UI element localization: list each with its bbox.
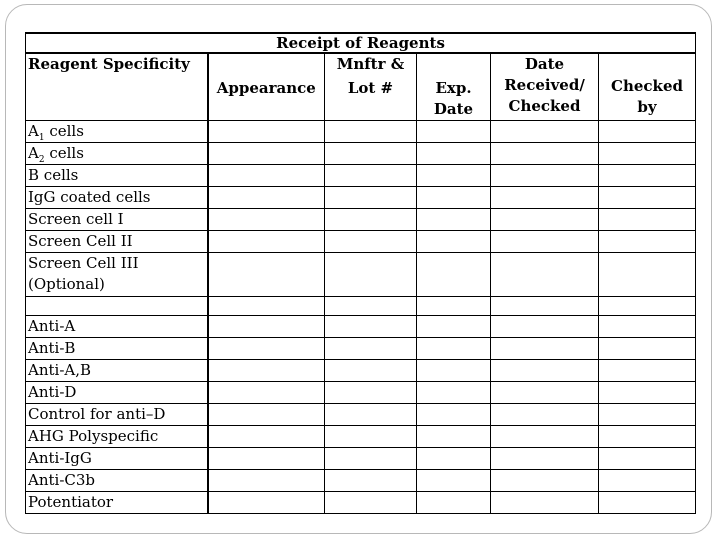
reagent-label-suffix: cells [44,122,84,140]
reagent-label-text: IgG coated cells [28,188,151,206]
entry-cell[interactable] [208,143,325,165]
header-exp-line1: Exp. [435,79,472,97]
reagent-label [26,253,208,297]
entry-cell[interactable] [208,404,325,426]
header-mnftr-lot [325,53,417,121]
entry-cell[interactable] [325,492,417,514]
entry-cell[interactable] [599,187,696,209]
entry-cell[interactable] [417,338,491,360]
reagent-label-subscript: 1 [38,133,45,143]
entry-cell[interactable] [325,253,417,297]
entry-cell[interactable] [325,338,417,360]
entry-cell[interactable] [599,360,696,382]
entry-cell[interactable] [417,121,491,143]
entry-cell[interactable] [417,426,491,448]
entry-cell[interactable] [491,231,599,253]
entry-cell[interactable] [417,253,491,297]
entry-cell[interactable] [491,448,599,470]
entry-cell[interactable] [325,209,417,231]
entry-cell[interactable] [491,360,599,382]
table-row [26,360,696,382]
entry-cell[interactable] [325,360,417,382]
entry-cell[interactable] [417,360,491,382]
table-row [26,492,696,514]
entry-cell[interactable] [325,470,417,492]
entry-cell[interactable] [208,492,325,514]
header-reagent-specificity: Reagent Specificity [26,53,208,121]
entry-cell[interactable] [599,143,696,165]
reagent-label: Potentiator [26,492,208,514]
entry-cell[interactable] [208,165,325,187]
entry-cell[interactable] [325,187,417,209]
entry-cell[interactable] [491,404,599,426]
reagent-label: Anti-A,B [26,360,208,382]
header-date-line1: Date [524,55,565,73]
header-date-line2: Received/ [504,76,585,94]
table-row [26,143,696,165]
entry-cell[interactable] [325,448,417,470]
reagent-label-empty[interactable] [26,297,208,316]
entry-cell[interactable] [325,382,417,404]
reagent-label [26,121,208,143]
reagent-label: Anti-A [26,316,208,338]
entry-cell[interactable] [417,404,491,426]
reagent-label-subscript: 2 [38,155,45,165]
header-exp-date [417,53,491,121]
table-title: Receipt of Reagents [26,33,696,53]
entry-cell[interactable] [325,121,417,143]
entry-cell[interactable] [325,231,417,253]
entry-cell[interactable] [599,404,696,426]
entry-cell[interactable] [325,404,417,426]
reagent-label: Anti-C3b [26,470,208,492]
entry-cell[interactable] [599,253,696,297]
table-row [26,165,696,187]
table-row [26,316,696,338]
entry-cell[interactable] [208,209,325,231]
reagent-label: Anti-D [26,382,208,404]
reagent-label-line1: Screen Cell III [28,254,139,272]
entry-cell[interactable] [491,143,599,165]
entry-cell[interactable] [325,316,417,338]
entry-cell[interactable] [208,253,325,297]
header-mnftr-line1: Mnftr & [336,55,405,73]
reagent-label-text: A [28,122,39,140]
entry-cell[interactable] [599,382,696,404]
table-row [26,209,696,231]
entry-cell[interactable] [208,231,325,253]
table-row [26,187,696,209]
entry-cell[interactable] [491,121,599,143]
blank-row [26,297,696,316]
entry-cell[interactable] [599,121,696,143]
table-row [26,231,696,253]
entry-cell[interactable] [208,297,325,316]
reagent-label-text: Screen cell I [28,210,124,228]
entry-cell[interactable] [325,143,417,165]
entry-cell[interactable] [208,470,325,492]
entry-cell[interactable] [491,316,599,338]
reagent-label [26,143,208,165]
reagent-label [26,209,208,231]
table-row [26,121,696,143]
entry-cell[interactable] [599,209,696,231]
entry-cell[interactable] [417,187,491,209]
entry-cell[interactable] [491,470,599,492]
entry-cell[interactable] [599,426,696,448]
entry-cell[interactable] [208,187,325,209]
header-exp-line2: Date [433,100,474,118]
entry-cell[interactable] [417,231,491,253]
entry-cell[interactable] [491,382,599,404]
entry-cell[interactable] [208,338,325,360]
entry-cell[interactable] [599,338,696,360]
entry-cell[interactable] [417,470,491,492]
header-checked-line2: by [637,98,657,116]
entry-cell[interactable] [491,297,599,316]
entry-cell[interactable] [208,382,325,404]
entry-cell[interactable] [417,448,491,470]
entry-cell[interactable] [208,121,325,143]
entry-cell[interactable] [599,470,696,492]
entry-cell[interactable] [491,253,599,297]
entry-cell[interactable] [208,360,325,382]
entry-cell[interactable] [599,165,696,187]
entry-cell[interactable] [208,448,325,470]
header-checked-by [599,53,696,121]
entry-cell[interactable] [417,382,491,404]
entry-cell[interactable] [491,426,599,448]
entry-cell[interactable] [599,316,696,338]
reagent-label-line2: (Optional) [28,275,105,293]
entry-cell[interactable] [417,316,491,338]
reagent-label: AHG Polyspecific [26,426,208,448]
entry-cell[interactable] [599,448,696,470]
entry-cell[interactable] [599,297,696,316]
table-row [26,448,696,470]
table-row [26,470,696,492]
header-date-received [491,53,599,121]
entry-cell[interactable] [208,426,325,448]
header-checked-line1: Checked [611,77,683,95]
header-date-line3: Checked [508,97,581,115]
reagent-label [26,231,208,253]
table-row [26,426,696,448]
entry-cell[interactable] [417,165,491,187]
entry-cell[interactable] [417,297,491,316]
entry-cell[interactable] [208,316,325,338]
entry-cell[interactable] [491,209,599,231]
entry-cell[interactable] [599,492,696,514]
reagent-label: Anti-IgG [26,448,208,470]
table-row [26,253,696,297]
table-row [26,338,696,360]
entry-cell[interactable] [491,187,599,209]
table-row [26,382,696,404]
reagent-label-suffix: cells [44,144,84,162]
entry-cell[interactable] [325,297,417,316]
entry-cell[interactable] [417,492,491,514]
table-row [26,404,696,426]
entry-cell[interactable] [599,231,696,253]
entry-cell[interactable] [325,426,417,448]
reagent-label-text: B cells [28,166,79,184]
reagent-receipt-table [25,32,696,514]
entry-cell[interactable] [491,338,599,360]
reagent-label [26,187,208,209]
reagent-label [26,165,208,187]
reagent-label-text: A [28,144,39,162]
reagent-label: Anti-B [26,338,208,360]
entry-cell[interactable] [325,165,417,187]
entry-cell[interactable] [417,209,491,231]
reagent-label: Control for anti–D [26,404,208,426]
entry-cell[interactable] [491,492,599,514]
reagent-label-text: Screen Cell II [28,232,133,250]
entry-cell[interactable] [417,143,491,165]
entry-cell[interactable] [491,165,599,187]
header-appearance: Appearance [208,53,325,121]
header-mnftr-line2: Lot # [347,79,394,97]
